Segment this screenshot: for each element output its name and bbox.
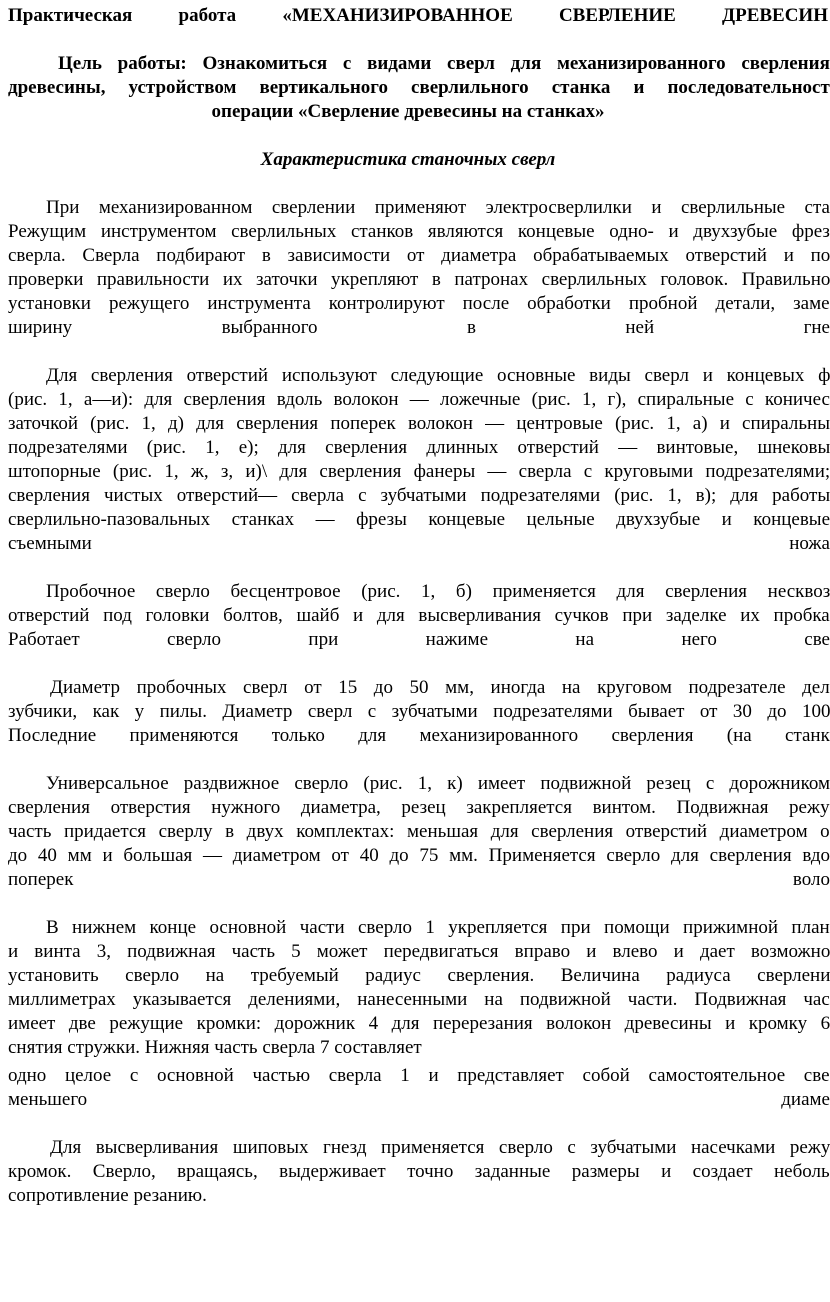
word: сверло [167,629,221,650]
p1-line: При механизированном сверлении применяют электросверлилки и сверлильные ста [46,197,830,218]
p3-line: отверстий под головки болтов, шайб и для высверливания сучков при заделке их пробка [8,605,830,626]
p4-line: Последние применяются только для механизированного сверления (на станк [8,725,830,746]
word: в [466,317,476,338]
p6-line: миллиметрах указывается делениями, нанесенными на подвижной части. Подвижная час [8,989,830,1010]
title-word: работа [178,5,237,26]
p5-last-line [8,868,830,892]
p6-line: имеет две режущие кромки: дорожник 4 для перерезания волокон древесины и кромку 6 [8,1013,830,1034]
p6-line: снятия стружки. Нижняя часть сверла 7 составляет [8,1037,422,1058]
title-word: СВЕРЛЕНИЕ [558,5,676,26]
p6-line: установить сверло на требуемый радиус сверления. Величина радиуса сверлени [8,965,830,986]
word: ней [625,317,655,338]
word: ширину [8,317,73,338]
p3-line: Пробочное сверло бесцентровое (рис. 1, б) применяется для сверления несквоз [46,581,830,602]
p2-line: подрезателями (рис. 1, е); для сверления длинных отверстий — винтовые, шнековы [8,437,830,458]
p7-line: кромок. Сверло, вращаясь, выдерживает точно заданные размеры и создает неболь [8,1161,830,1182]
p2-line: сверлильно-пазовальных станках — фрезы концевые цельные двухзубые и концевые [8,509,830,530]
p2-line: Для сверления отверстий используют следующие основные виды сверл и концевых ф [46,365,830,386]
word: нажиме [425,629,489,650]
p1-line: установки режущего инструмента контролируют после обработки пробной детали, заме [8,293,830,314]
p6-last-line [8,1088,830,1112]
p6-line: В нижнем конце основной части сверло 1 укрепляется при помощи прижимной план [46,917,830,938]
p2-line: заточкой (рис. 1, д) для сверления поперек волокон — центровые (рис. 1, а) и спиральны [8,413,830,434]
word: поперек [8,869,74,890]
word: при [308,629,339,650]
p5-line: Универсальное раздвижное сверло (рис. 1, к) имеет подвижной резец с дорожником [46,773,830,794]
p6-line: одно целое с основной частью сверла 1 и представляет собой самостоятельное све [8,1065,830,1086]
section-heading: Характеристика станочных сверл [260,149,556,170]
p4-line: Диаметр пробочных сверл от 15 до 50 мм, иногда на круговом подрезателе дел [50,677,830,698]
word: све [804,629,830,650]
word: на [575,629,595,650]
p7-line: сопротивление резанию. [8,1185,207,1206]
p2-line: сверления чистых отверстий— сверла с зубчатыми подрезателями (рис. 1, в); для работы [8,485,830,506]
word: меньшего [8,1089,88,1110]
title-word: «МЕХАНИЗИРОВАННОЕ [282,5,513,26]
p2-last-line [8,532,830,556]
p4-line: зубчики, как у пилы. Диаметр сверл с зубчатыми подрезателями бывает от 30 до 100 [8,701,830,722]
p5-line: сверления отверстия нужного диаметра, резец закрепляется винтом. Подвижная режу [8,797,830,818]
word: гне [803,317,830,338]
word: диаме [781,1089,830,1110]
word: Работает [8,629,80,650]
goal-line-2: древесины, устройством вертикального сверлильного станка и последовательност [8,77,830,98]
p5-line: часть придается сверлу в двух комплектах: меньшая для сверления отверстий диаметром о [8,821,830,842]
word: ножа [789,533,830,554]
p3-last-line [8,628,830,652]
p1-line: Режущим инструментом сверлильных станков являются концевые одно- и двухзубые фрез [8,221,830,242]
p2-line: (рис. 1, а—и): для сверления вдоль волокон — ложечные (рис. 1, г), спиральные с коничес [8,389,830,410]
p6-line: и винта 3, подвижная часть 5 может передвигаться вправо и влево и дает возможно [8,941,830,962]
p2-line: штопорные (рис. 1, ж, з, и)\ для сверления фанеры — сверла с круговыми подрезателями; [8,461,830,482]
p1-line: проверки правильности их заточки укрепляют в патронах сверлильных головок. Правильно [8,269,830,290]
title-word: ДРЕВЕСИН [722,5,828,26]
goal-line-1: Цель работы: Ознакомиться с видами сверл для механизированного сверления [58,53,830,74]
p5-line: до 40 мм и большая — диаметром от 40 до 75 мм. Применяется сверло для сверления вдо [8,845,830,866]
title-word: Практическая [8,5,133,26]
word: съемными [8,533,92,554]
word: воло [792,869,830,890]
p1-last-line [8,316,830,340]
word: выбранного [221,317,318,338]
p7-line: Для высверливания шиповых гнезд применяется сверло с зубчатыми насечками режу [50,1137,830,1158]
word: него [681,629,717,650]
p1-line: сверла. Сверла подбирают в зависимости от диаметра обрабатываемых отверстий и по [8,245,830,266]
goal-line-3: операции «Сверление древесины на станках» [211,101,605,122]
title-line [8,4,828,28]
